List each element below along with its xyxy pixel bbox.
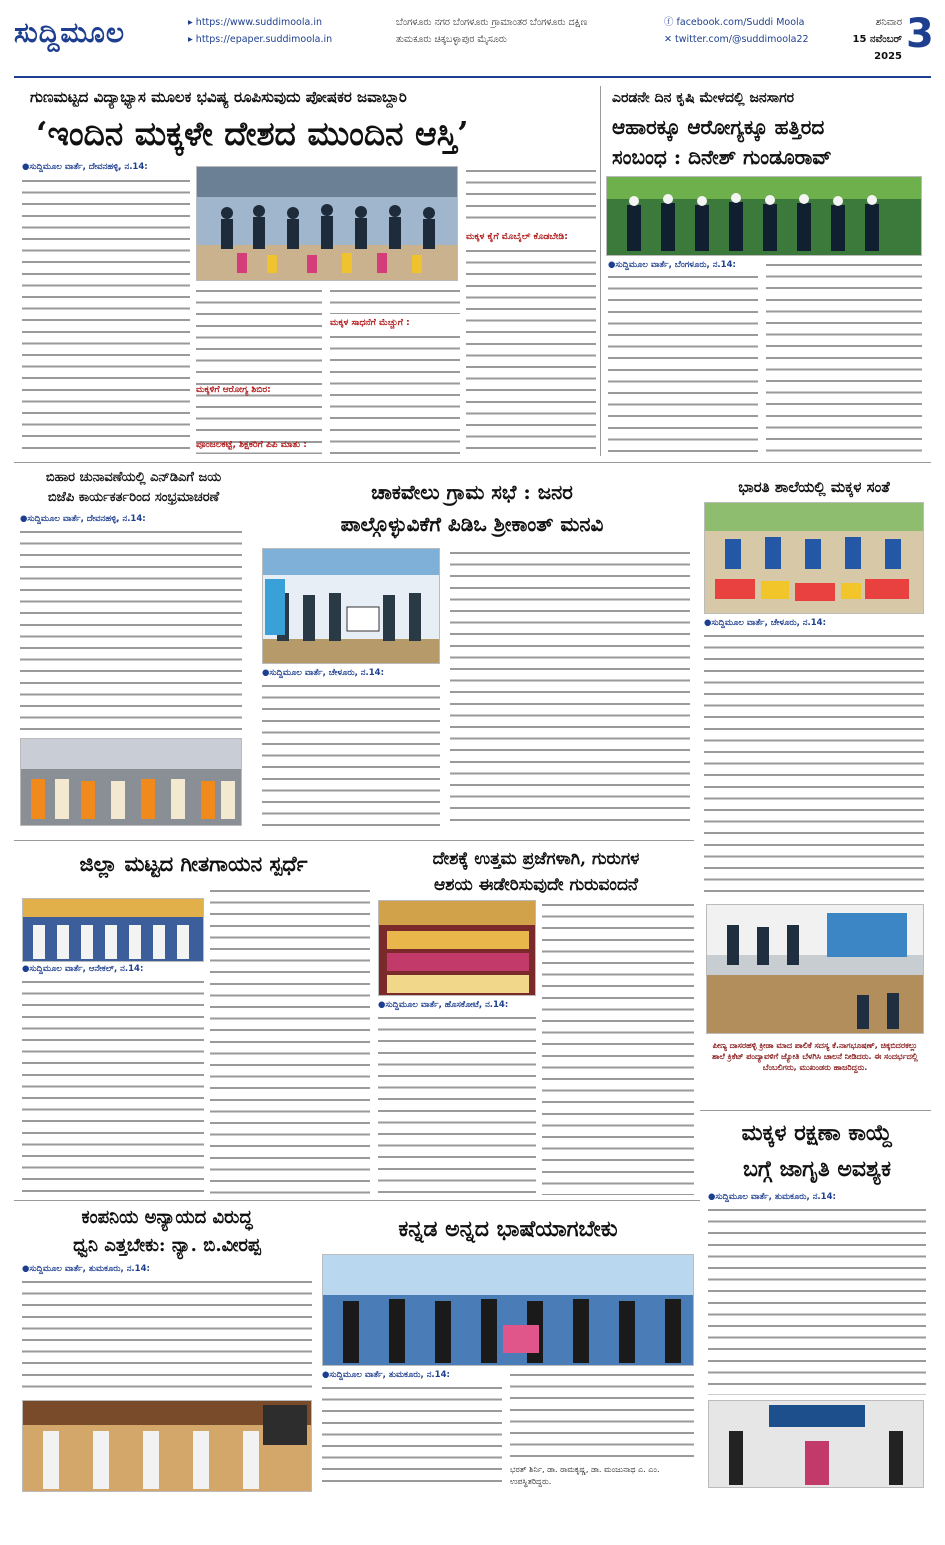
lead-text-col4b (466, 246, 596, 454)
makkala-headline-2: ಬಗ್ಗೆ ಜಾಗೃತಿ ಅವಶ್ಯಕ (743, 1156, 891, 1182)
krishi-kicker: ಎರಡನೇ ದಿನ ಕೃಷಿ ಮೇಳದಲ್ಲಿ ಜನಸಾಗರ (612, 90, 795, 106)
chakavelu-text-col1 (262, 681, 440, 827)
editions-line-1: ಬೆಂಗಳೂರು ನಗರ ಬೆಂಗಳೂರು ಗ್ರಾಮಾಂತರ ಬೆಂಗಳೂರು ದಕ್ಷಿಣ (396, 17, 588, 28)
kannada-byline: ●ಸುದ್ದಿಮೂಲ ವಾರ್ತೆ, ತುಮಕೂರು, ನ.14: (322, 1370, 450, 1380)
company-text (22, 1277, 312, 1397)
lead-subhead-1: ಮಕ್ಕಳ ಸಾಧನೆಗೆ ಮೆಚ್ಚುಗೆ : (330, 318, 410, 328)
lead-text-col4a (466, 166, 596, 228)
masthead (14, 10, 934, 78)
guru-headline-1: ದೇಶಕ್ಕೆ ಉತ್ತಮ ಪ್ರಜೆಗಳಾಗಿ, ಗುರುಗಳ (432, 849, 640, 869)
makkala-headline-1: ಮಕ್ಕಳ ರಕ್ಷಣಾ ಕಾಯ್ದೆ (741, 1120, 893, 1146)
kannada-headline: ಕನ್ನಡ ಅನ್ನದ ಭಾಷೆಯಾಗಬೇಕು (398, 1216, 618, 1242)
lead-text-col3b (330, 332, 460, 454)
cricket-caption: ಪೀಣ್ಯ ದಾಸರಹಳ್ಳಿ ಕ್ರೀಡಾ ಮಾದ ಪಾಲಿಕೆ ಸದಸ್ಯ ಕೆ.ನಾಗಭೂಷಣ್, ಚಿಕ್ಕಬಿದರಕಲ್ಲು ಶಾಲೆ ಕ್ರಿಕೆಟ್ ಪಂದ್ಯಾವಳಿಗೆ ಜ್ಯೋತಿ ಬೆಳಗಿಸಿ ಚಾಲನೆ ನೀಡಿದರು. ಈ ಸಂದರ್ಭದಲ್ಲಿ ಬೆಂಬಲಿಗರು, ಮುಖಂಡರು ಹಾಜರಿದ್ದರು. (712, 1041, 918, 1072)
facebook-icon: ⓕ (664, 17, 677, 28)
guru-text-col2 (542, 900, 694, 1195)
lead-subhead-3: ಪೂಂಜಲಕಟ್ಟೆ, ಶಿಕ್ಷಕರಿಗೆ ಪಿಪಿ ಮಾತು : (196, 440, 307, 450)
lead-kicker: ಗುಣಮಟ್ಟದ ವಿದ್ಯಾಭ್ಯಾಸ ಮೂಲಕ ಭವಿಷ್ಯ ರೂಪಿಸುವುದು ಪೋಷಕರ ಜವಾಬ್ದಾರಿ (30, 88, 407, 106)
lead-subhead-4: ಮಕ್ಕಳ ಕೈಗೆ ಮೊಬೈಲ್ ಕೊಡಬೇಡಿ: (466, 232, 568, 242)
date: 15 ನವೆಂಬರ್ 2025 (852, 34, 902, 62)
editions-line-2: ತುಮಕೂರು ಚಿಕ್ಕಬಳ್ಳಾಪುರ ಮೈಸೂರು (396, 34, 507, 45)
bihar-photo (20, 738, 242, 826)
makkala-text (708, 1205, 926, 1395)
twitter-link[interactable]: ✕ twitter.com/@suddimoola22 (664, 34, 809, 45)
kannada-credit: ಭರತ್ ಶಿರ್ನಿ, ಡಾ. ರಾಮಕೃಷ್ಣ, ಡಾ. ಮಂಜುನಾಥ ಎ. ಎಂ. ಉಪಸ್ಥಿತರಿದ್ದರು. (510, 1465, 660, 1486)
chakavelu-text-col2 (450, 548, 690, 827)
company-headline-2: ಧ್ವನಿ ಎತ್ತಬೇಕು: ನ್ಯಾ. ಬಿ.ವೀರಪ್ಪ (73, 1235, 261, 1256)
newspaper-logo: ಸುದ್ದಿಮೂಲ (14, 16, 126, 49)
lead-text-col1 (22, 176, 190, 456)
section-divider (14, 462, 931, 463)
guru-photo (378, 900, 536, 996)
section-divider-4 (14, 1200, 700, 1201)
website-link[interactable]: ▸ https://www.suddimoola.in (188, 17, 322, 28)
lead-photo (196, 166, 458, 281)
page-number: 3 (906, 11, 934, 57)
lead-headline: ‘ಇಂದಿನ ಮಕ್ಕಳೇ ದೇಶದ ಮುಂದಿನ ಆಸ್ತಿ’ (36, 114, 469, 153)
kannada-text-col1 (322, 1383, 502, 1487)
geetha-byline: ●ಸುದ್ದಿಮೂಲ ವಾರ್ತೆ, ಆನೇಕಲ್, ನ.14: (22, 964, 144, 974)
lead-subhead-2: ಮಕ್ಕಳಿಗೆ ಆರೋಗ್ಯ ಶಿಬಿರ: (196, 385, 271, 395)
company-headline-1: ಕಂಪನಿಯ ಅನ್ಯಾಯದ ವಿರುದ್ಧ (81, 1207, 253, 1228)
chakavelu-byline: ●ಸುದ್ದಿಮೂಲ ವಾರ್ತೆ, ಚೇಳೂರು, ನ.14: (262, 668, 384, 678)
bharathi-photo (704, 502, 924, 614)
makkala-byline: ●ಸುದ್ದಿಮೂಲ ವಾರ್ತೆ, ತುಮಕೂರು, ನ.14: (708, 1192, 836, 1202)
bharathi-text (704, 631, 924, 893)
bihar-byline: ●ಸುದ್ದಿಮೂಲ ವಾರ್ತೆ, ದೇವನಹಳ್ಳಿ, ನ.14: (20, 514, 146, 524)
date-block (822, 14, 902, 65)
geetha-text-col1 (22, 977, 204, 1195)
geetha-photo (22, 898, 204, 962)
editions (396, 14, 587, 48)
bihar-text (20, 527, 242, 732)
social-links (664, 14, 809, 48)
krishi-text-col1 (608, 272, 758, 454)
geetha-text-col2 (210, 886, 370, 1195)
chakavelu-photo (262, 548, 440, 664)
geetha-headline: ಜಿಲ್ಲಾ ಮಟ್ಟದ ಗೀತಗಾಯನ ಸ್ಪರ್ಧೆ (79, 851, 308, 876)
kannada-text-col2 (510, 1370, 694, 1462)
lead-text-col2 (196, 286, 322, 454)
chakavelu-headline-2: ಪಾಲ್ಗೊಳ್ಳುವಿಕೆಗೆ ಪಿಡಿಒ ಶ್ರೀಕಾಂತ್ ಮನವಿ (340, 512, 604, 536)
facebook-link[interactable]: ⓕ facebook.com/Suddi Moola (664, 17, 805, 28)
krishi-byline: ●ಸುದ್ದಿಮೂಲ ವಾರ್ತೆ, ಬೆಂಗಳೂರು, ನ.14: (608, 260, 736, 270)
makkala-photo (708, 1400, 924, 1488)
section-divider-2 (14, 840, 694, 841)
column-divider (600, 86, 601, 456)
lead-byline: ●ಸುದ್ದಿಮೂಲ ವಾರ್ತೆ, ದೇವನಹಳ್ಳಿ, ನ.14: (22, 162, 148, 172)
kannada-photo (322, 1254, 694, 1366)
epaper-link[interactable]: ▸ https://epaper.suddimoola.in (188, 34, 333, 45)
bharathi-headline: ಭಾರತಿ ಶಾಲೆಯಲ್ಲಿ ಮಕ್ಕಳ ಸಂತೆ (738, 478, 890, 496)
krishi-headline-2: ಸಂಬಂಧ : ದಿನೇಶ್ ಗುಂಡೂರಾವ್ (612, 145, 832, 169)
chakavelu-headline-1: ಚಾಕವೇಲು ಗ್ರಾಮ ಸಭೆ : ಜನರ (371, 480, 573, 504)
bharathi-byline: ●ಸುದ್ದಿಮೂಲ ವಾರ್ತೆ, ಚೇಳೂರು, ನ.14: (704, 618, 826, 628)
krishi-photo (606, 176, 922, 256)
bihar-headline-2: ಬಿಜೆಪಿ ಕಾರ್ಯಕರ್ತರಿಂದ ಸಂಭ್ರಮಾಚರಣೆ (47, 490, 220, 505)
bihar-headline-1: ಬಿಹಾರ ಚುನಾವಣೆಯಲ್ಲಿ ಎನ್‌ಡಿಎಗೆ ಜಯ (45, 470, 222, 485)
lead-text-col3a (330, 286, 460, 314)
guru-byline: ●ಸುದ್ದಿಮೂಲ ವಾರ್ತೆ, ಹೊಸಕೋಟೆ, ನ.14: (378, 1000, 509, 1010)
company-byline: ●ಸುದ್ದಿಮೂಲ ವಾರ್ತೆ, ತುಮಕೂರು, ನ.14: (22, 1264, 150, 1274)
guru-headline-2: ಆಶಯ ಈಡೇರಿಸುವುದೇ ಗುರುವಂದನೆ (433, 875, 639, 895)
masthead-urls (188, 14, 332, 48)
twitter-icon: ✕ (664, 34, 675, 45)
day: ಶನಿವಾರ (875, 17, 902, 28)
krishi-text-col2 (766, 260, 922, 454)
guru-text-col1 (378, 1013, 536, 1195)
company-photo (22, 1400, 312, 1492)
krishi-headline-1: ಆಹಾರಕ್ಕೂ ಆರೋಗ್ಯಕ್ಕೂ ಹತ್ತಿರದ (612, 115, 825, 139)
section-divider-3 (700, 1110, 931, 1111)
cricket-photo (706, 904, 924, 1034)
